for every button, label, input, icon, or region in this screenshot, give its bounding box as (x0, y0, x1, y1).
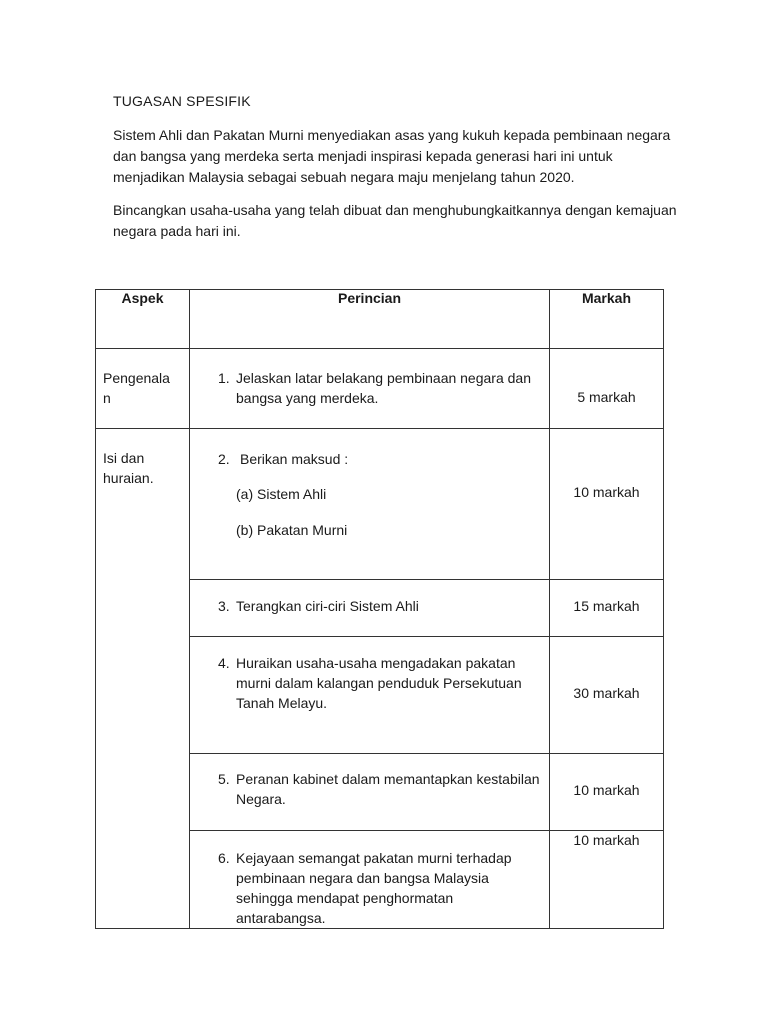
table-row (96, 580, 664, 637)
detail-cell (190, 831, 550, 929)
item-text: Terangkan ciri-ciri Sistem Ahli (236, 598, 419, 614)
aspect-cell-empty (96, 637, 190, 754)
item-text: Kejayaan semangat pakatan murni terhadap pembinaan negara dan bangsa Malaysia sehingga mendapat penghormatan antarabangsa. (236, 850, 512, 926)
mark-value: 10 markah (573, 484, 640, 500)
item-number: 5. (218, 771, 230, 787)
table-row (96, 637, 664, 754)
item-text: Berikan maksud : (240, 451, 349, 467)
item-number: 2. (218, 451, 230, 467)
aspect-cell-empty (96, 831, 190, 929)
aspect-pengenalan: Pengenala n (96, 349, 190, 429)
item-text: Huraikan usaha-usaha mengadakan pakatan murni dalam kalangan penduduk Persekutuan Tanah Melayu. (236, 655, 522, 711)
table-row (96, 429, 664, 580)
item-number: 1. (218, 370, 230, 386)
mark-cell (550, 429, 664, 580)
mark-value: 10 markah (573, 782, 640, 798)
item-number: 6. (218, 850, 230, 866)
sub-item-b: (b) Pakatan Murni (236, 522, 348, 538)
mark-cell (550, 580, 664, 637)
detail-cell (190, 349, 550, 429)
list-item (190, 848, 549, 928)
detail-cell (190, 429, 550, 580)
item-text: Jelaskan latar belakang pembinaan negara dan bangsa yang merdeka. (236, 370, 531, 406)
mark-cell (550, 754, 664, 831)
list-item (190, 653, 549, 713)
list-item (190, 449, 549, 469)
detail-cell (190, 580, 550, 637)
detail-cell (190, 637, 550, 754)
mark-cell (550, 349, 664, 429)
table-row (96, 349, 664, 429)
mark-cell (550, 637, 664, 754)
mark-value: 30 markah (573, 685, 640, 701)
aspect-cell-empty (96, 580, 190, 637)
page-title: TUGASAN SPESIFIK (113, 93, 251, 109)
header-markah: Markah (550, 290, 664, 349)
intro-paragraph: Sistem Ahli dan Pakatan Murni menyediakan asas yang kukuh kepada pembinaan negara dan bangsa yang merdeka serta menjadi inspirasi kepada generasi hari ini untuk menjadikan Malaysia sebagai sebuah negara maju menjelang tahun 2020. (113, 127, 671, 185)
sub-item-a: (a) Sistem Ahli (236, 486, 327, 502)
mark-cell (550, 831, 664, 929)
item-number: 4. (218, 655, 230, 671)
task-paragraph: Bincangkan usaha-usaha yang telah dibuat dan menghubungkaitkannya dengan kemajuan negara pada hari ini. (113, 202, 677, 239)
marking-table (95, 289, 664, 929)
mark-value: 10 markah (573, 832, 640, 848)
item-number: 3. (218, 598, 230, 614)
mark-value: 15 markah (573, 598, 640, 614)
list-item (190, 596, 549, 616)
list-item (190, 368, 549, 408)
header-perincian: Perincian (190, 290, 550, 349)
list-item (190, 769, 549, 809)
aspect-cell-empty (96, 754, 190, 831)
table-row (96, 754, 664, 831)
item-text: Peranan kabinet dalam memantapkan kestabilan Negara. (236, 771, 540, 807)
table-header-row (96, 290, 664, 349)
detail-cell (190, 754, 550, 831)
aspect-isi: Isi dan huraian. (96, 429, 190, 580)
header-aspek: Aspek (96, 290, 190, 349)
table-row (96, 831, 664, 929)
mark-value: 5 markah (577, 389, 636, 405)
